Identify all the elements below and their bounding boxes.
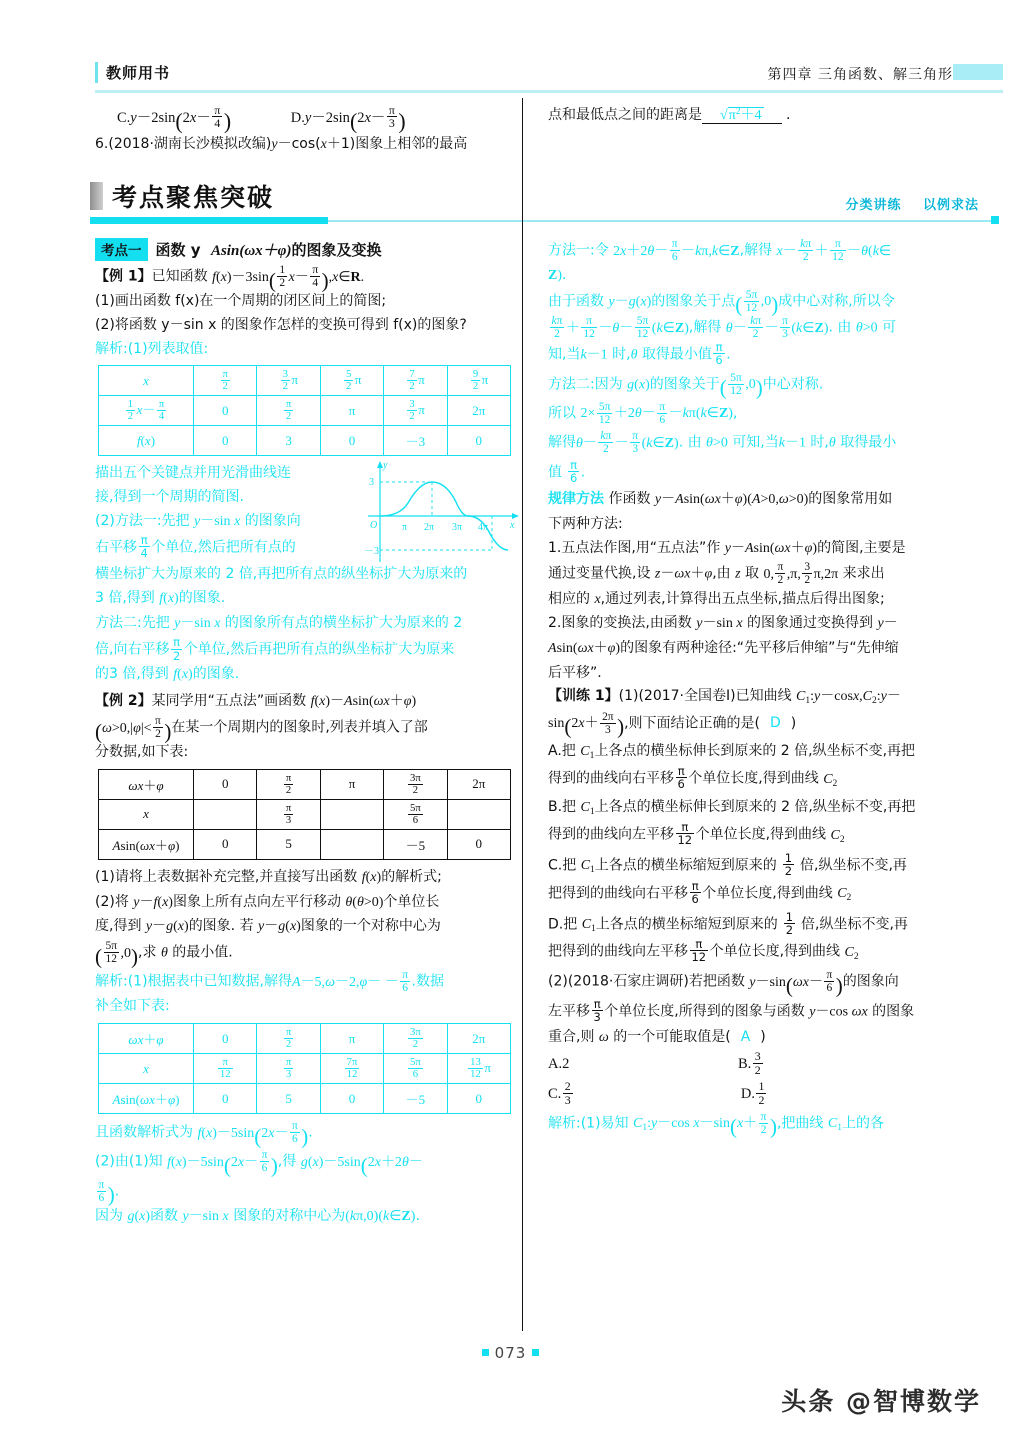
- option-C-2: 把得到的曲线向右平移 $\frac{\pi}{6}$ 个单位长度,得到曲线 $C_2$: [548, 878, 852, 906]
- running-head-left: 教师用书: [95, 62, 170, 83]
- table-row: x $\frac{\pi}{3}$ $\frac{5\pi}{6}$: [99, 799, 511, 829]
- carryover-right-text: 点和最低点之间的距离是 $√\pi^2+4$ .: [548, 106, 791, 123]
- m1-b: Z).: [548, 267, 567, 284]
- q2-c: 重合,则 ω 的一个可能取值是( A ): [548, 1028, 766, 1045]
- kaodian-title-part1: 函数 y: [155, 241, 201, 259]
- q2-b: 左平移 $\frac{\pi}{3}$ 个单位长度,所得到的图象与函数 y－cos ωx 的图象: [548, 997, 915, 1025]
- answer-blank-value: $√\pi^2+4$: [720, 106, 762, 123]
- page-number-block: [482, 1344, 540, 1362]
- example2-q2a: (2)将 y－f(x)图象上所有点向左平行移动 θ(θ>0)个单位长: [95, 893, 440, 910]
- table-row: $\frac{1}{2}$ x－ $\frac{\pi}{4}$ 0 $\frac{\pi}{2}$ π $\frac{3}{2}$ π 2π: [99, 396, 511, 426]
- kaodian-title-part3: 的图象及变换: [291, 241, 382, 259]
- q2-options-row2: [548, 1080, 971, 1106]
- after-table-2: 接,得到一个周期的简图.: [95, 488, 244, 505]
- banner-underline: [90, 217, 328, 224]
- guilv-1a: 1.五点法作图,用“五点法”作 y－Asin(ωx＋φ)的简图,主要是: [548, 539, 906, 556]
- banner-dot: [991, 216, 999, 224]
- method2-a: 方法二:先把 y－sin x 的图象所有点的横坐标扩大为原来的 2: [95, 614, 463, 631]
- table-1: [98, 365, 511, 456]
- option-B-1: B.把 $C_1$上各点的横坐标伸长到原来的 2 倍,纵坐标不变,再把: [548, 798, 916, 817]
- guilv-2b: Asin(ωx＋φ)的图象有两种途径:“先平移后伸缩”与“先伸缩: [548, 640, 899, 656]
- q2-options-row1: [548, 1050, 971, 1076]
- banner-bar-icon: [90, 182, 103, 210]
- q2-option-C: C. $\frac{2}{3}$: [548, 1079, 571, 1107]
- example2-a: 【例 2】某同学用“五点法”画函数 f(x)－Asin(ωx＋φ): [95, 693, 417, 710]
- page-marker-right-icon: [532, 1349, 539, 1356]
- m1-d: $\frac{k\pi}{2}$ ＋ $\frac{\pi}{12}$ －θ－ $\frac{5\pi}{12}$ (k∈Z),解得 θ－ $\frac{k\pi}{2}$ － $\frac{\pi}{3}$ (k∈Z). 由 θ>0 可: [551, 315, 897, 341]
- watermark: 头条 @智博数学: [781, 1387, 981, 1416]
- sol2-b: 补全如下表:: [95, 998, 170, 1015]
- after-table-1: 描出五个关键点并用光滑曲线连: [95, 465, 291, 482]
- guilv-1b: 通过变量代换,设 z－ωx＋φ,由 z 取 0, $\frac{\pi}{2}$ ,π, $\frac{3}{2}$ π,2π 来求出: [548, 561, 885, 587]
- method2-b: 倍,向右平移 $\frac{\pi}{2}$ 个单位,然后再把所有点的纵坐标扩大为原来: [95, 635, 455, 663]
- method1-b: 右平移 $\frac{\pi}{4}$ 个单位,然后把所有点的: [95, 533, 296, 561]
- running-head: [0, 62, 1021, 98]
- sol2-f: 因为 g(x)函数 y－sin x 图象的对称中心为(kπ,0)(k∈Z).: [95, 1207, 420, 1224]
- table-row: Asin(ωx＋φ) 0 5 0 －5 0: [99, 1084, 511, 1114]
- answer-2: A: [740, 1028, 751, 1045]
- q2-solution: 解析:(1)易知 $C_1:y-\cos$ x－sin(x＋ $\frac{\pi}{2}$ ),把曲线 $C_1$上的各: [548, 1110, 884, 1139]
- option-d: D.y－2sin(2x－ $\frac{\pi}{3}$ ): [290, 103, 406, 134]
- table-row: ωx＋φ 0 $\frac{\pi}{2}$ π $\frac{3\pi}{2}$ 2π: [99, 1024, 511, 1054]
- m1-a: 方法一:令 2x＋2θ－ $\frac{\pi}{6}$ －kπ,k∈Z,解得 x－ $\frac{k\pi}{2}$ ＋ $\frac{\pi}{12}$ －θ(k∈: [548, 238, 892, 264]
- example2-c: 分数据,如下表:: [95, 744, 189, 761]
- xunlian-tag: 【训练 1】: [548, 688, 619, 705]
- q2-option-B: B. $\frac{3}{2}$: [737, 1049, 761, 1077]
- page-footer: [0, 1344, 1021, 1363]
- m1-c: 由于函数 y－g(x)的图象关于点( $\frac{5\pi}{12}$ ,0)成中心对称,所以令: [548, 288, 895, 317]
- answer-1: D: [770, 715, 781, 732]
- xunlian-a: 【训练 1】(1)(2017·全国卷Ⅰ)已知曲线 $C_1:y-\cos x,C_2:y-$: [548, 688, 901, 707]
- m2-c: 解得θ－ $\frac{k\pi}{2}$ － $\frac{\pi}{3}$ (k∈Z). 由 θ>0 可知,当k－1 时,θ 取得最小: [548, 429, 897, 456]
- option-A-1: A.把 $C_1$上各点的横坐标伸长到原来的 2 倍,纵坐标不变,再把: [548, 742, 916, 761]
- banner-title: 考点聚焦突破: [112, 183, 275, 212]
- page-marker-left-icon: [482, 1349, 489, 1356]
- figure-x-label: x: [510, 520, 515, 532]
- guilv-b: 下两种方法:: [548, 516, 623, 533]
- guilv-2c: 后平移”.: [548, 664, 602, 681]
- example1-q1: (1)画出函数 f(x)在一个周期的闭区间上的简图;: [95, 293, 387, 310]
- carryover-left: [95, 104, 515, 158]
- column-divider: [522, 98, 523, 1331]
- q2-option-D: D. $\frac{1}{2}$: [740, 1079, 765, 1107]
- option-D-2: 把得到的曲线向左平移 $\frac{\pi}{12}$ 个单位长度,得到曲线 $C_2$: [548, 937, 859, 965]
- sol2-c: 且函数解析式为 f(x)－5sin(2x－ $\frac{\pi}{6}$ ).: [95, 1120, 313, 1148]
- sine-graph-figure: [362, 458, 522, 568]
- figure-wrap: [95, 462, 518, 559]
- option-B-2: 得到的曲线向左平移 $\frac{\pi}{12}$ 个单位长度,得到曲线 $C_2$: [548, 820, 845, 848]
- table-row: x $\frac{\pi}{12}$ $\frac{\pi}{3}$ $\frac{7\pi}{12}$ $\frac{5\pi}{6}$ $\frac{13}{12}$ π: [99, 1054, 511, 1084]
- kaodian-title: [156, 239, 382, 260]
- banner-tag-2: 以例求法: [922, 198, 979, 213]
- option-A-2: 得到的曲线向右平移 $\frac{\pi}{6}$ 个单位长度,得到曲线 $C_2$: [548, 764, 838, 792]
- figure-y-bottom: －3: [364, 546, 379, 558]
- table-row: ωx＋φ 0 $\frac{\pi}{2}$ π $\frac{3\pi}{2}$ 2π: [99, 769, 511, 799]
- carryover-right: [548, 104, 968, 129]
- sol2-e: $\frac{\pi}{6}$ ).: [98, 1178, 120, 1207]
- guilv-1c: 相应的 x,通过列表,计算得出五点坐标,描点后得出图象;: [548, 590, 885, 607]
- guilv-a: 规律方法 作函数 y－Asin(ωx＋φ)(A>0,ω>0)的图象常用如: [548, 491, 893, 508]
- running-head-tab: [953, 64, 1003, 80]
- solution-label-1: 解析:(1)列表取值:: [95, 340, 209, 357]
- method1-a: (2)方法一:先把 y－sin x 的图象向: [95, 512, 301, 529]
- table-row: f(x) 0 3 0 －3 0: [99, 426, 511, 456]
- table-3: [98, 1023, 511, 1114]
- m2-b: 所以 2× $\frac{5\pi}{12}$ ＋2θ－ $\frac{\pi}{6}$ －kπ(k∈Z),: [548, 400, 738, 426]
- example1-tag: 【例 1】: [95, 268, 152, 285]
- method1-d: 3 倍,得到 f(x)的图象.: [95, 590, 226, 607]
- section-banner: [90, 180, 999, 232]
- figure-tick-pi: π: [402, 522, 408, 534]
- kaodian-tag: 考点一: [95, 238, 148, 261]
- kaodian-heading: [95, 238, 518, 261]
- xunlian-b: sin(2x＋ $\frac{2\pi}{3}$ ),则下面结论正确的是( D ): [548, 710, 797, 739]
- figure-origin: O: [370, 520, 378, 532]
- example2-q1: (1)请将上表数据补充完整,并直接写出函数 f(x)的解析式;: [95, 868, 442, 885]
- table-row: x $\frac{\pi}{2}$ $\frac{3}{2}$ π $\frac{5}{2}$ π $\frac{7}{2}$ π $\frac{9}{2}$ π: [99, 366, 511, 396]
- m2-d: 值 $\frac{\pi}{6}$ .: [548, 458, 586, 486]
- question-6: 6.(2018·湖南长沙模拟改编)y－cos(x＋1)图象上相邻的最高: [95, 136, 468, 153]
- left-column: [95, 238, 518, 1229]
- example2-q2c: ( $\frac{5\pi}{12}$ ,0),求 θ 的最小值.: [95, 939, 233, 968]
- option-c: C.y－2sin(2x－ $\frac{\pi}{4}$ ): [117, 103, 232, 134]
- option-C-1: C.把 $C_1$上各点的横坐标缩短到原来的 $\frac{1}{2}$ 倍,纵坐标不变,再: [548, 850, 907, 878]
- example1-q2: (2)将函数 y－sin x 的图象作怎样的变换可得到 f(x)的图象?: [95, 316, 467, 333]
- example2-q2b: 度,得到 y－g(x)的图象. 若 y－g(x)图象的一个对称中心为: [95, 918, 441, 935]
- example2-b: (ω>0,|φ|< $\frac{\pi}{2}$ )在某一个周期内的图象时,列表并填入了部: [95, 715, 428, 743]
- page-number: 073: [494, 1344, 527, 1362]
- example1-stem: 【例 1】已知函数 f(x)－3sin( $\frac{1}{2}$ x－ $\frac{\pi}{4}$ ),x∈R.: [95, 264, 365, 292]
- q2-option-A: A.2: [548, 1055, 570, 1072]
- running-head-rule: [95, 90, 1003, 93]
- guilv-2a: 2.图象的变换法,由函数 y－sin x 的图象通过变换得到 y－: [548, 615, 898, 632]
- figure-tick-3pi: 3π: [452, 522, 463, 534]
- sol2-a: 解析:(1)根据表中已知数据,解得A－5,ω－2,φ－ － $\frac{\pi}{6}$ .数据: [95, 969, 444, 995]
- method2-c: 的3 倍,得到 f(x)的图象.: [95, 665, 240, 682]
- banner-tags: [829, 194, 979, 213]
- option-D-1: D.把 $C_1$上各点的横坐标缩短到原来的 $\frac{1}{2}$ 倍,纵坐标不变,再: [548, 909, 908, 937]
- figure-y-label: y: [383, 460, 388, 472]
- sine-graph-svg: [362, 458, 522, 568]
- running-head-right: 第四章 三角函数、解三角形: [767, 67, 953, 83]
- method1-c: 横坐标扩大为原来的 2 倍,再把所有点的纵坐标扩大为原来的: [95, 566, 468, 583]
- sol2-d: (2)由(1)知 f(x)－5sin(2x－ $\frac{\pi}{6}$ ),得 g(x)－5sin(2x＋2θ－: [95, 1149, 423, 1178]
- m1-e: 知,当k－1 时,θ 取得最小值 $\frac{\pi}{6}$ .: [548, 340, 731, 368]
- table-2: [98, 769, 511, 860]
- figure-y-top: 3: [369, 477, 374, 489]
- example2-tag: 【例 2】: [95, 693, 152, 710]
- m2-a: 方法二:因为 g(x)的图象关于( $\frac{5\pi}{12}$ ,0)中心对称.: [548, 371, 824, 400]
- banner-tag-1: 分类讲练: [845, 198, 902, 213]
- figure-tick-4pi: 4π: [478, 522, 489, 534]
- guilv-tag: 规律方法: [548, 491, 604, 508]
- right-column: [548, 238, 971, 1138]
- kaodian-title-formula: Asin(ωx＋φ): [210, 243, 292, 259]
- banner-underline-thin: [328, 220, 991, 222]
- q2-a: (2)(2018·石家庄调研)若把函数 y－sin(ωx－ $\frac{\pi}{6}$ )的图象向: [548, 969, 899, 997]
- figure-tick-2pi: 2π: [424, 522, 435, 534]
- table-row: Asin(ωx＋φ) 0 5 －5 0: [99, 829, 511, 859]
